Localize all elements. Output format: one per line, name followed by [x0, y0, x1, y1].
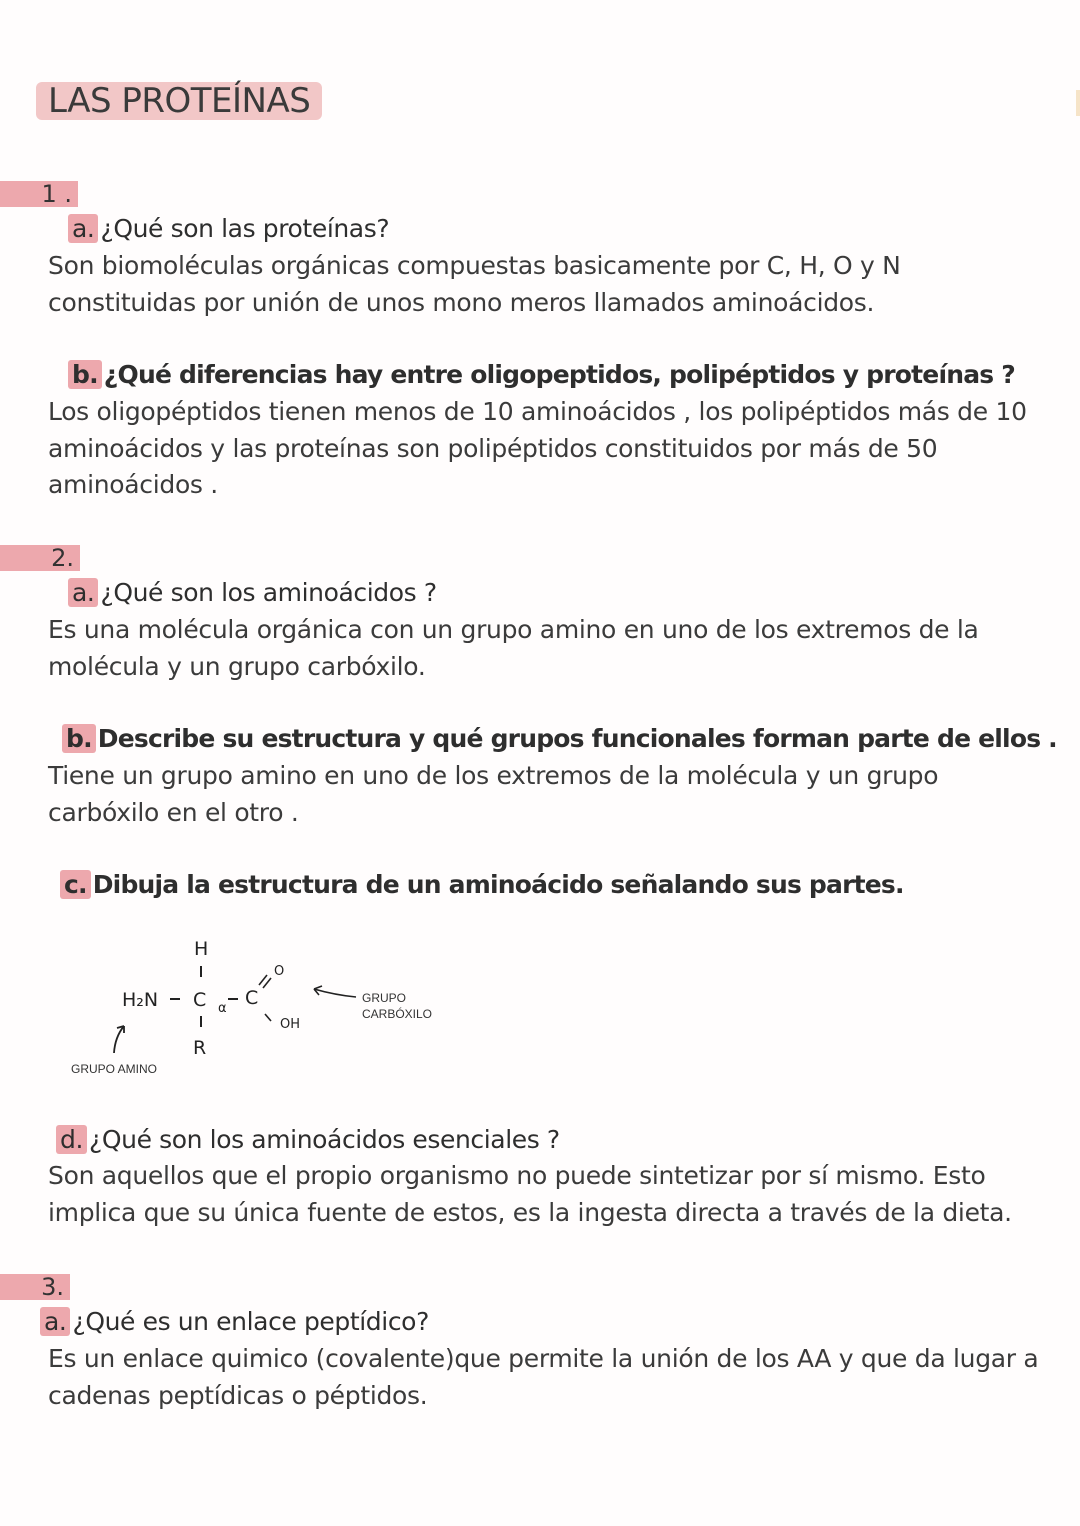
question-text: ¿Qué son los aminoácidos ?	[100, 578, 437, 607]
question-text: Dibuja la estructura de un aminoácido señalando sus partes.	[92, 870, 904, 899]
carbon-carboxyl: C	[245, 987, 259, 1009]
question-2a	[68, 576, 437, 610]
label-carboxyl-2: CARBÓXILO	[362, 1007, 433, 1021]
arrow-amino	[114, 1026, 124, 1053]
amino-acid-diagram	[60, 925, 480, 1089]
question-tag: d.	[56, 1125, 87, 1154]
answer-1b: Los oligopéptidos tienen menos de 10 aminoácidos , los polipéptidos más de 10 aminoácidos y las proteínas son polipéptidos constituidos por más de 50 aminoácidos .	[48, 397, 1027, 499]
answer-2b: Tiene un grupo amino en uno de los extremos de la molécula y un grupo carbóxilo en el otro .	[48, 761, 939, 827]
question-text: Describe su estructura y qué grupos funcionales forman parte de ellos .	[97, 724, 1057, 753]
question-text: ¿Qué es un enlace peptídico?	[72, 1307, 429, 1336]
arrow-carboxyl	[314, 989, 356, 997]
oxygen: O	[274, 964, 285, 979]
amino-acid-structure	[60, 925, 480, 1085]
answer-3a: Es un enlace quimico (covalente)que permite la unión de los AA y que da lugar a cadenas peptídicas o péptidos.	[48, 1344, 1039, 1410]
edge-marker	[1076, 90, 1080, 116]
question-tag: a.	[68, 214, 98, 243]
page-title: LAS PROTEÍNAS	[36, 82, 322, 120]
question-text: ¿Qué son los aminoácidos esenciales ?	[89, 1125, 560, 1154]
question-3a	[40, 1305, 429, 1339]
section-number-1: 1 .	[0, 181, 78, 207]
label-amino: GRUPO AMINO	[71, 1062, 158, 1076]
section-number-3: 3.	[0, 1274, 70, 1300]
answer-1a: Son biomoléculas orgánicas compuestas basicamente por C, H, O y N constituidas por unión de unos mono meros llamados aminoácidos.	[48, 251, 901, 317]
question-text: ¿Qué son las proteínas?	[100, 214, 390, 243]
label-carboxyl-1: GRUPO	[362, 991, 407, 1005]
question-2c	[60, 868, 904, 902]
question-tag: a.	[40, 1307, 70, 1336]
alpha-label: α	[218, 1001, 227, 1016]
carbon-alpha: C	[193, 989, 207, 1011]
question-1a	[68, 212, 389, 246]
question-2b	[62, 722, 1057, 756]
question-tag: c.	[60, 870, 91, 899]
bond-oh	[265, 1014, 271, 1021]
question-tag: b.	[68, 360, 102, 389]
question-2d	[56, 1123, 560, 1157]
question-1b	[68, 358, 1015, 392]
question-text: ¿Qué diferencias hay entre oligopeptidos, polipéptidos y proteínas ?	[103, 360, 1015, 389]
section-number-2: 2.	[0, 545, 80, 571]
hydrogen-top: H	[194, 938, 209, 960]
question-tag: b.	[62, 724, 96, 753]
answer-2a: Es una molécula orgánica con un grupo amino en uno de los extremos de la molécula y un grupo carbóxilo.	[48, 615, 979, 681]
hydroxyl: OH	[280, 1017, 301, 1032]
r-group: R	[193, 1037, 207, 1059]
answer-2d: Son aquellos que el propio organismo no puede sintetizar por sí mismo. Esto implica que su única fuente de estos, es la ingesta directa a través de la dieta.	[48, 1161, 1012, 1227]
amine-group: H₂N	[122, 989, 159, 1011]
question-tag: a.	[68, 578, 98, 607]
